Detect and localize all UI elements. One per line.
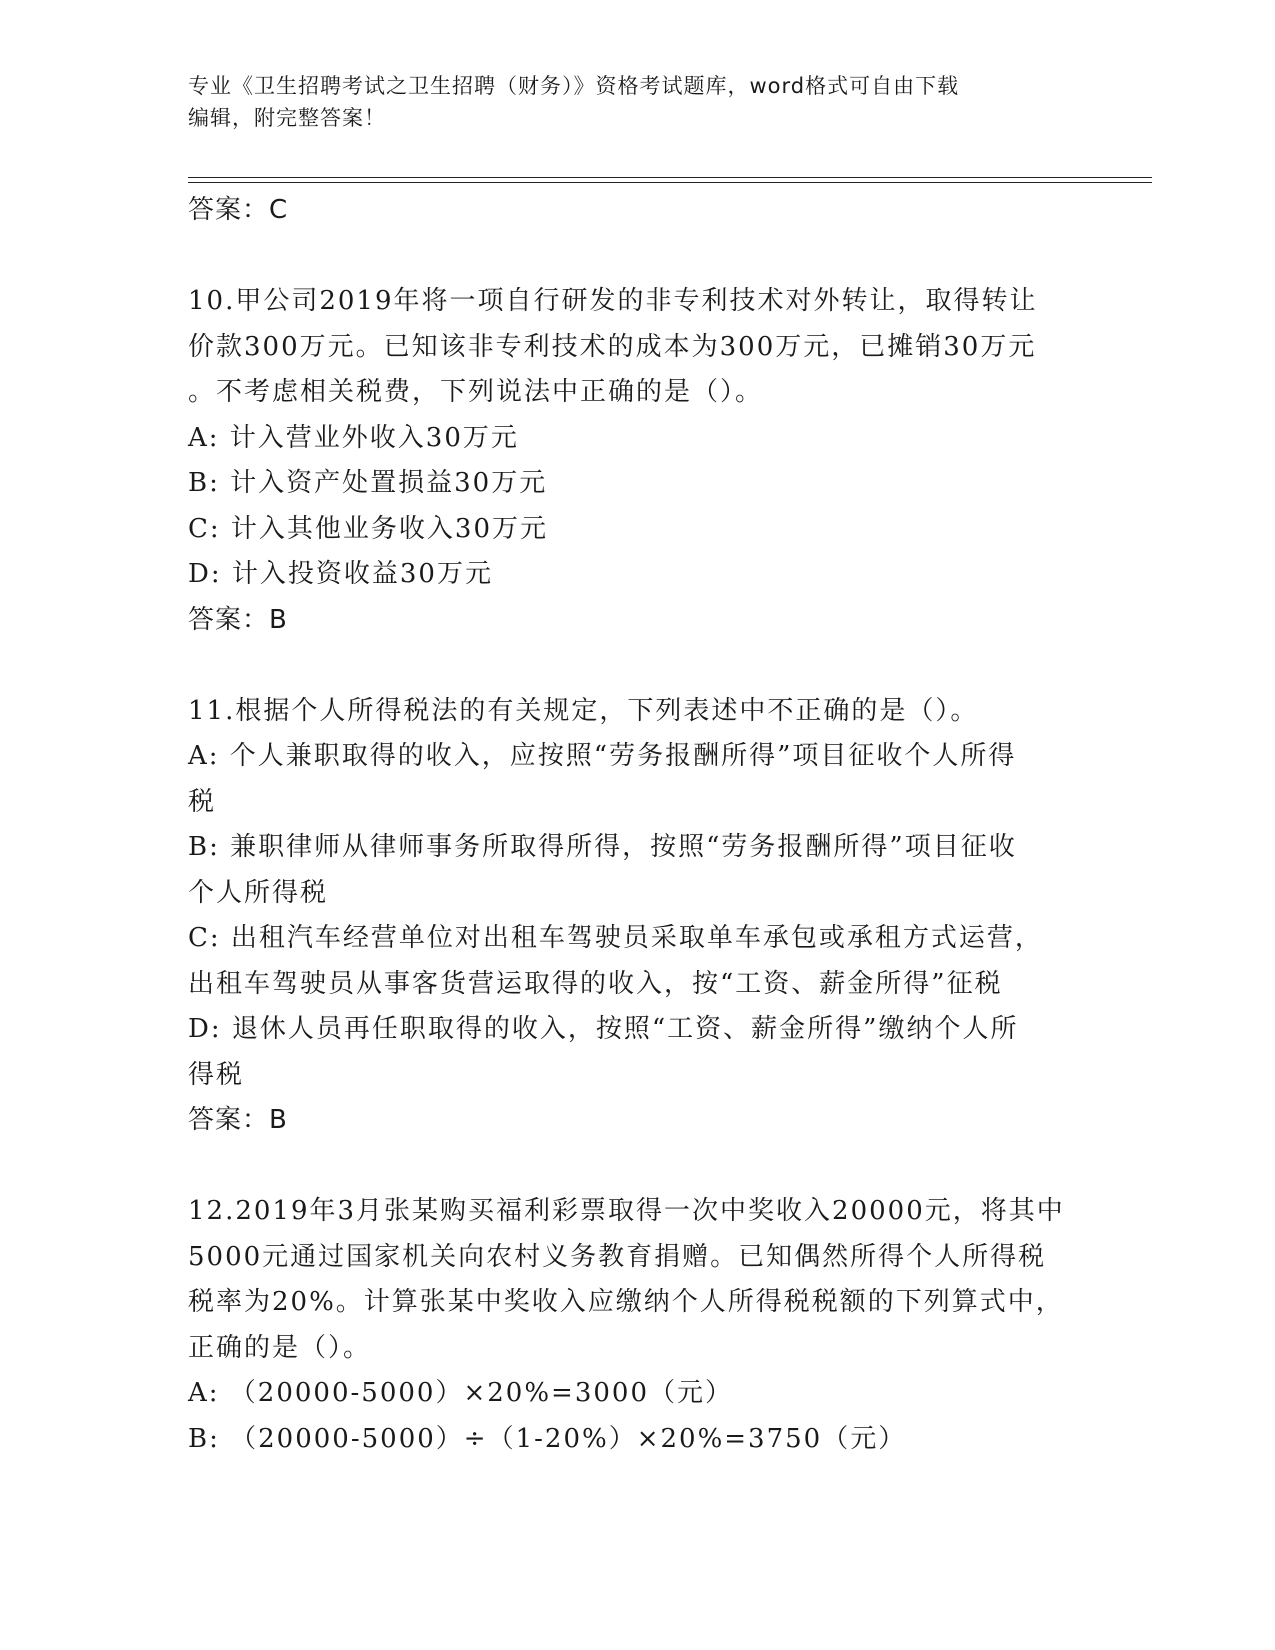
- option-c-continued: 出租车驾驶员从事客货营运取得的收入，按“工资、薪金所得”征税: [188, 968, 1003, 999]
- spacer: [188, 643, 1088, 689]
- option-a: A: （20000-5000）×20%=3000（元）: [188, 1378, 733, 1408]
- header-line-1: 专业《卫生招聘考试之卫生招聘（财务）》资格考试题库，word格式可自由下载: [188, 74, 960, 98]
- option-b: B: 计入资产处置损益30万元: [188, 468, 548, 498]
- answer-11: 答案：B: [188, 1105, 288, 1135]
- header-rule-top: [188, 177, 1152, 178]
- header-rule-bottom: [188, 182, 1152, 183]
- question-text-line: 。不考虑相关税费，下列说法中正确的是（）。: [188, 377, 764, 407]
- option-b: B: 兼职律师从律师事务所取得所得，按照“劳务报酬所得”项目征收: [188, 832, 1017, 862]
- option-c: C: 计入其他业务收入30万元: [188, 513, 549, 544]
- question-12: [188, 1189, 1088, 1462]
- question-text-line: 11.根据个人所得税法的有关规定，下列表述中不正确的是（）。: [188, 695, 979, 726]
- spacer: [188, 234, 1088, 280]
- option-a: A: 个人兼职取得的收入，应按照“劳务报酬所得”项目征收个人所得: [188, 741, 1017, 771]
- option-a: A: 计入营业外收入30万元: [188, 422, 519, 453]
- question-text-line: 正确的是（）。: [188, 1332, 372, 1363]
- option-a-continued: 税: [188, 786, 217, 817]
- option-d: D: 退休人员再任职取得的收入，按照“工资、薪金所得”缴纳个人所: [188, 1014, 1019, 1044]
- question-text-line: 价款300万元。已知该非专利技术的成本为300万元，已摊销30万元: [188, 331, 1037, 362]
- option-b: B: （20000-5000）÷（1-20%）×20%=3750（元）: [188, 1423, 907, 1454]
- option-d: D: 计入投资收益30万元: [188, 559, 493, 589]
- option-c: C: 出租汽车经营单位对出租车驾驶员采取单车承包或承租方式运营，: [188, 923, 1043, 953]
- answer-previous: 答案：C: [188, 195, 289, 225]
- spacer: [188, 1144, 1088, 1190]
- option-d-continued: 得税: [188, 1059, 245, 1090]
- document-header: [188, 70, 1088, 134]
- option-b-continued: 个人所得税: [188, 877, 329, 908]
- question-10: [188, 279, 1088, 643]
- question-11: [188, 689, 1088, 1144]
- question-text-line: 税率为20%。计算张某中奖收入应缴纳个人所得税税额的下列算式中，: [188, 1287, 1064, 1317]
- document-body: [188, 188, 1088, 1462]
- answer-10: 答案：B: [188, 604, 288, 635]
- question-text-line: 10.甲公司2019年将一项自行研发的非专利技术对外转让，取得转让: [188, 286, 1038, 316]
- header-line-2: 编辑，附完整答案！: [188, 106, 386, 130]
- question-text-line: 12.2019年3月张某购买福利彩票取得一次中奖收入20000元，将其中: [188, 1196, 1065, 1226]
- question-text-line: 5000元通过国家机关向农村义务教育捐赠。已知偶然所得个人所得税: [188, 1241, 1047, 1272]
